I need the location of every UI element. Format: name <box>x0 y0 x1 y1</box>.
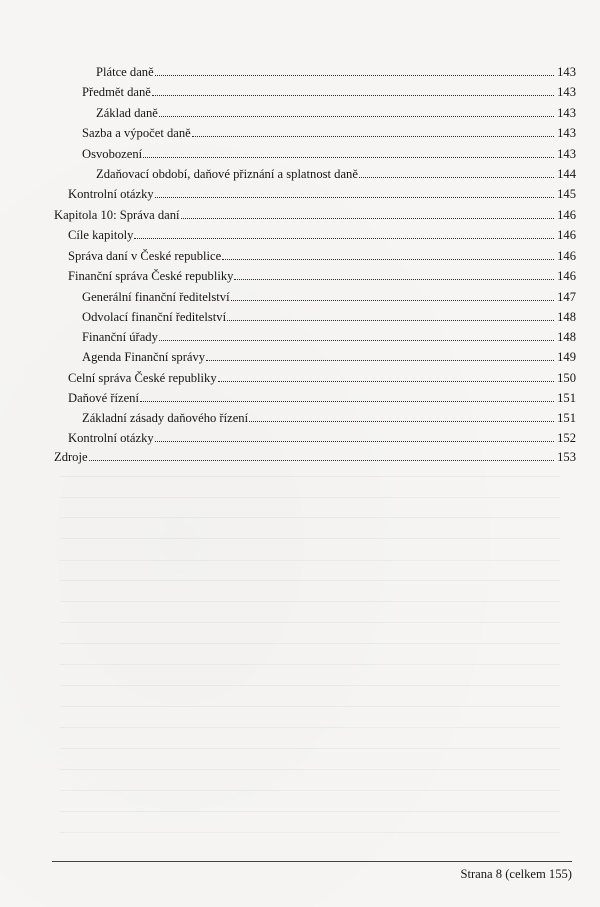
toc-entry-page: 151 <box>557 391 576 405</box>
toc-entry[interactable] <box>82 82 576 100</box>
toc-entry[interactable] <box>82 287 576 305</box>
toc-entry-label: Generální finanční ředitelství <box>82 290 230 304</box>
toc-entry-label: Plátce daně <box>96 65 154 79</box>
toc-entry-label: Sazba a výpočet daně <box>82 126 191 140</box>
footer-divider <box>52 861 572 862</box>
toc-entry[interactable] <box>68 428 576 446</box>
dot-leader <box>222 258 554 260</box>
dot-leader <box>155 74 554 76</box>
toc-entry-label: Kontrolní otázky <box>68 187 154 201</box>
toc-entry[interactable] <box>68 246 576 264</box>
toc-entry-page: 144 <box>557 167 576 181</box>
toc-entry[interactable] <box>82 327 576 345</box>
toc-entry-page: 143 <box>557 85 576 99</box>
dot-leader <box>359 176 554 178</box>
toc-entry[interactable] <box>82 307 576 325</box>
dot-leader <box>218 380 554 382</box>
toc-entry-label: Zdroje <box>54 450 88 464</box>
dot-leader <box>227 319 554 321</box>
toc-entry[interactable] <box>68 266 576 284</box>
dot-leader <box>181 217 555 219</box>
toc-entry[interactable] <box>82 123 576 141</box>
toc-entry-page: 150 <box>557 371 576 385</box>
toc-entry-label: Osvobození <box>82 147 143 161</box>
toc-entry-page: 147 <box>557 290 576 304</box>
toc-entry-page: 146 <box>557 208 576 222</box>
toc-entry-page: 143 <box>557 106 576 120</box>
toc-entry-page: 149 <box>557 350 576 364</box>
toc-entry[interactable] <box>54 447 576 465</box>
toc-entry-label: Cíle kapitoly <box>68 228 134 242</box>
dot-leader <box>155 196 554 198</box>
dot-leader <box>231 299 555 301</box>
dot-leader <box>152 94 554 96</box>
toc-entry-page: 146 <box>557 249 576 263</box>
toc-entry[interactable] <box>68 225 576 243</box>
page-number-footer: Strana 8 (celkem 155) <box>460 867 572 881</box>
toc-entry-page: 143 <box>557 147 576 161</box>
dot-leader <box>159 339 554 341</box>
toc-entry-label: Správa daní v České republice <box>68 249 222 263</box>
toc-entry[interactable] <box>82 408 576 426</box>
toc-entry-label: Kontrolní otázky <box>68 431 154 445</box>
dot-leader <box>134 237 554 239</box>
dot-leader <box>159 115 554 117</box>
dot-leader <box>192 135 554 137</box>
dot-leader <box>206 359 554 361</box>
toc-entry[interactable] <box>82 347 576 365</box>
dot-leader <box>234 278 554 280</box>
toc-entry-page: 151 <box>557 411 576 425</box>
toc-entry-page: 143 <box>557 126 576 140</box>
dot-leader <box>140 400 554 402</box>
toc-entry-label: Odvolací finanční ředitelství <box>82 310 227 324</box>
toc-entry-label: Zdaňovací období, daňové přiznání a splatnost daně <box>96 167 358 181</box>
toc-entry-label: Agenda Finanční správy <box>82 350 206 364</box>
toc-entry-page: 146 <box>557 269 576 283</box>
toc-entry-label: Daňové řízení <box>68 391 139 405</box>
toc-entry-page: 143 <box>557 65 576 79</box>
toc-entry-label: Základ daně <box>96 106 158 120</box>
toc-entry[interactable] <box>68 368 576 386</box>
toc-entry-page: 148 <box>557 310 576 324</box>
toc-entry-label: Celní správa České republiky <box>68 371 217 385</box>
toc-entry-label: Základní zásady daňového řízení <box>82 411 249 425</box>
dot-leader <box>155 440 554 442</box>
toc-entry[interactable] <box>54 205 576 223</box>
toc-entry[interactable] <box>96 103 576 121</box>
toc-entry-page: 152 <box>557 431 576 445</box>
dot-leader <box>249 420 554 422</box>
toc-entry-label: Kapitola 10: Správa daní <box>54 208 180 222</box>
toc-entry[interactable] <box>96 164 576 182</box>
toc-entry-page: 146 <box>557 228 576 242</box>
toc-entry-page: 145 <box>557 187 576 201</box>
toc-entry[interactable] <box>68 184 576 202</box>
toc-entry-page: 153 <box>557 450 576 464</box>
dot-leader <box>89 459 555 461</box>
toc-entry-label: Finanční správa České republiky <box>68 269 234 283</box>
toc-entry[interactable] <box>82 144 576 162</box>
toc-entry-label: Finanční úřady <box>82 330 158 344</box>
dot-leader <box>143 156 554 158</box>
toc-entry-label: Předmět daně <box>82 85 151 99</box>
toc-entry[interactable] <box>68 388 576 406</box>
toc-entry[interactable] <box>96 62 576 80</box>
toc-entry-page: 148 <box>557 330 576 344</box>
